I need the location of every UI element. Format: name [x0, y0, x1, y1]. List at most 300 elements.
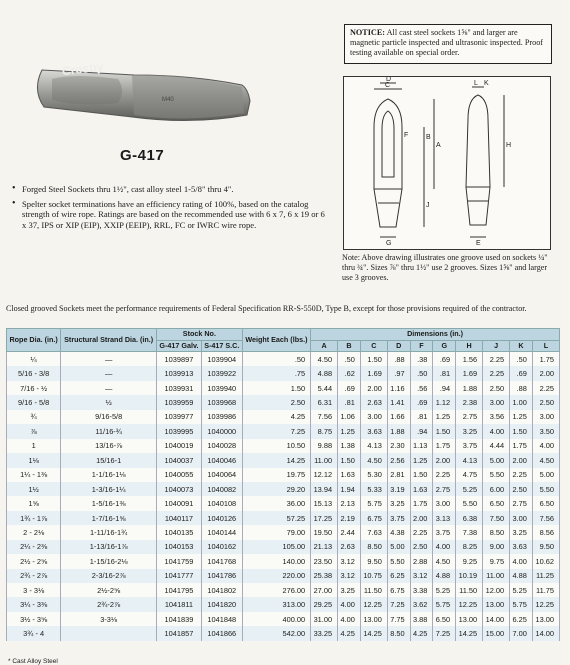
table-cell: 4.00 — [433, 540, 456, 554]
table-cell: 2.25 — [483, 352, 510, 367]
table-cell: 4.88 — [510, 569, 533, 583]
table-cell: 6.38 — [456, 511, 483, 525]
table-cell: 2.25 — [510, 468, 533, 482]
table-cell: 1.13 — [410, 439, 433, 453]
table-cell: 1.63 — [338, 468, 361, 482]
table-cell: 3.50 — [532, 424, 559, 438]
table-cell: 17.25 — [311, 511, 338, 525]
table-cell: 6.50 — [433, 612, 456, 626]
table-row — [7, 395, 560, 409]
table-cell: 6.31 — [311, 395, 338, 409]
table-cell: 4.50 — [311, 352, 338, 367]
table-cell: 1041820 — [201, 597, 242, 611]
table-cell: 21.13 — [311, 540, 338, 554]
table-cell: 1041759 — [157, 554, 202, 568]
table-cell: 1040108 — [201, 496, 242, 510]
dim-label-a: A — [436, 142, 441, 149]
table-cell: 36.00 — [242, 496, 310, 510]
svg-text:M40: M40 — [162, 97, 174, 103]
table-cell: 7.38 — [456, 525, 483, 539]
table-cell: 2¼ - 2⅜ — [7, 540, 61, 554]
header-dim-c: C — [360, 340, 387, 352]
table-cell: 1039986 — [201, 410, 242, 424]
table-cell: 1040000 — [201, 424, 242, 438]
table-row — [7, 626, 560, 640]
table-cell: 13.00 — [483, 597, 510, 611]
table-cell: 5.25 — [433, 583, 456, 597]
header-galv: G-417 Galv. — [157, 340, 202, 352]
table-row — [7, 597, 560, 611]
table-cell: 1041777 — [157, 569, 202, 583]
table-cell: 1.06 — [338, 410, 361, 424]
header-dim-j: J — [483, 340, 510, 352]
table-cell: 6.50 — [483, 496, 510, 510]
table-cell: 5.75 — [360, 496, 387, 510]
header-dim-h: H — [456, 340, 483, 352]
table-cell: 1041811 — [157, 597, 202, 611]
table-cell: 19.75 — [242, 468, 310, 482]
table-cell: 14.25 — [456, 626, 483, 640]
table-cell: 2.75 — [433, 482, 456, 496]
table-cell: .62 — [338, 366, 361, 380]
table-cell: 6.25 — [387, 569, 410, 583]
table-cell: 5.50 — [532, 482, 559, 496]
header-dim-a: A — [311, 340, 338, 352]
table-cell: 33.25 — [311, 626, 338, 640]
table-row — [7, 439, 560, 453]
footnote: * Cast Alloy Steel — [8, 658, 58, 665]
table-cell: 8.50 — [360, 540, 387, 554]
table-row — [7, 482, 560, 496]
table-cell: 31.00 — [311, 612, 338, 626]
table-cell: 1.50 — [433, 424, 456, 438]
drawing-note: Note: Above drawing illustrates one groove used on sockets ¼" thru ¾". Sizes ⅞" thru 1½" use 2 grooves. Sizes 1⅝" and larger use 3 grooves. — [342, 253, 548, 282]
table-cell: 2.30 — [387, 439, 410, 453]
table-cell: 3.00 — [483, 395, 510, 409]
table-cell: 2.63 — [360, 395, 387, 409]
table-cell: 3.19 — [387, 482, 410, 496]
table-cell: 1.50 — [360, 352, 387, 367]
table-cell: 1¼ - 1⅜ — [7, 468, 61, 482]
table-cell: 3.63 — [510, 540, 533, 554]
table-cell: 313.00 — [242, 597, 310, 611]
table-cell: 2.00 — [510, 453, 533, 467]
table-cell: 5.30 — [360, 468, 387, 482]
table-cell: 7.00 — [510, 626, 533, 640]
table-cell: 2.56 — [387, 453, 410, 467]
table-cell: 1-11/16-1¾ — [61, 525, 157, 539]
table-cell: 27.00 — [311, 583, 338, 597]
table-cell: 3.75 — [433, 525, 456, 539]
table-cell: 1.50 — [242, 381, 310, 395]
table-cell: 4.75 — [456, 468, 483, 482]
table-cell: 2¾-2⅞ — [61, 597, 157, 611]
table-cell: 3.75 — [456, 439, 483, 453]
table-cell: 5.50 — [387, 554, 410, 568]
dim-label-c: C — [385, 82, 391, 89]
header-weight: Weight Each (lbs.) — [242, 329, 310, 352]
table-cell: 3.00 — [360, 410, 387, 424]
table-cell: 1040037 — [157, 453, 202, 467]
table-cell: 1.25 — [338, 424, 361, 438]
table-cell: 4.13 — [456, 453, 483, 467]
table-cell: 8.50 — [387, 626, 410, 640]
table-cell: 3.25 — [510, 525, 533, 539]
table-cell: 2 - 2⅛ — [7, 525, 61, 539]
header-sc: S-417 S.C. — [201, 340, 242, 352]
table-cell: 4.38 — [387, 525, 410, 539]
table-cell: 1041848 — [201, 612, 242, 626]
table-cell: 3.12 — [338, 554, 361, 568]
table-cell: 9.50 — [532, 540, 559, 554]
table-cell: 6.75 — [387, 583, 410, 597]
table-cell: 1039977 — [157, 410, 202, 424]
table-cell: 4.88 — [311, 366, 338, 380]
table-cell: 11/16-¾ — [61, 424, 157, 438]
table-cell: 1041857 — [157, 626, 202, 640]
table-cell: ⅞ — [7, 424, 61, 438]
table-cell: 4.00 — [510, 554, 533, 568]
table-row — [7, 468, 560, 482]
table-cell: 5.75 — [433, 597, 456, 611]
table-cell: 10.62 — [532, 554, 559, 568]
table-cell: .69 — [510, 366, 533, 380]
table-cell: ¾ — [7, 410, 61, 424]
dim-label-f: F — [404, 132, 409, 139]
table-cell: 3.25 — [456, 424, 483, 438]
table-cell: 4.50 — [532, 453, 559, 467]
table-cell: 5.75 — [510, 597, 533, 611]
table-row — [7, 569, 560, 583]
table-cell: 2.25 — [532, 381, 559, 395]
table-cell: 2.00 — [532, 366, 559, 380]
table-cell: 1-7/16-1⅝ — [61, 511, 157, 525]
table-cell: 13.00 — [532, 612, 559, 626]
table-cell: 2½ - 2⅝ — [7, 554, 61, 568]
table-cell: .81 — [338, 395, 361, 409]
table-cell: 7/16 - ½ — [7, 381, 61, 395]
table-cell: 2.25 — [410, 525, 433, 539]
header-dim-g: G — [433, 340, 456, 352]
table-cell: 11.50 — [360, 583, 387, 597]
table-cell: 1039931 — [157, 381, 202, 395]
table-cell: 1040153 — [157, 540, 202, 554]
table-cell: 9.88 — [311, 439, 338, 453]
notice-text: All cast steel sockets 1⅝" and larger are magnetic particle inspected and ultrasonic inspected. Proof testing available on special order. — [350, 28, 544, 57]
federal-spec-note: Closed grooved Sockets meet the performance requirements of Federal Specification RR-S-550D, Type B, except for those provisions required of the contractor. — [6, 304, 527, 313]
table-cell: 4.00 — [338, 612, 361, 626]
table-cell: 4.00 — [338, 597, 361, 611]
table-cell: .69 — [433, 352, 456, 367]
table-cell: 1039959 — [157, 395, 202, 409]
table-cell: 1.75 — [410, 496, 433, 510]
table-cell: 6.50 — [532, 496, 559, 510]
table-cell: 1.69 — [456, 366, 483, 380]
bullet-1: • Forged Steel Sockets thru 1½", cast alloy steel 1-5/8" thru 4". — [10, 184, 330, 195]
table-row — [7, 366, 560, 380]
table-cell: 2.50 — [483, 381, 510, 395]
table-cell: 2.00 — [410, 511, 433, 525]
table-row — [7, 453, 560, 467]
feature-bullets — [10, 184, 330, 234]
table-cell: 2¾ - 2⅞ — [7, 569, 61, 583]
table-cell: 10.19 — [456, 569, 483, 583]
table-cell: 57.25 — [242, 511, 310, 525]
table-cell: 8.50 — [483, 525, 510, 539]
table-cell: 12.25 — [456, 597, 483, 611]
table-row — [7, 540, 560, 554]
table-cell: 1040126 — [201, 511, 242, 525]
header-dim-b: B — [338, 340, 361, 352]
table-cell: 1.75 — [433, 439, 456, 453]
table-cell: 276.00 — [242, 583, 310, 597]
dim-label-b: B — [426, 134, 431, 141]
table-cell: 2.44 — [338, 525, 361, 539]
table-cell: 542.00 — [242, 626, 310, 640]
table-cell: 9.75 — [483, 554, 510, 568]
table-cell: 13/16-⅞ — [61, 439, 157, 453]
table-cell: 1-5/16-1⅜ — [61, 496, 157, 510]
table-cell: .50 — [338, 352, 361, 367]
table-cell: .88 — [387, 352, 410, 367]
model-title: G-417 — [120, 147, 165, 164]
spec-table-body — [7, 352, 560, 641]
table-cell: .94 — [433, 381, 456, 395]
table-cell: 4.25 — [338, 626, 361, 640]
table-cell: 1040073 — [157, 482, 202, 496]
table-cell: 14.25 — [242, 453, 310, 467]
table-cell: 2.50 — [242, 395, 310, 409]
table-cell: 2.00 — [433, 453, 456, 467]
dimension-drawing — [343, 76, 551, 250]
table-cell: 2.25 — [433, 468, 456, 482]
table-cell: 1.50 — [410, 468, 433, 482]
header-stock-no: Stock No. — [157, 329, 243, 341]
table-cell: 1.25 — [410, 453, 433, 467]
table-cell: ¼ — [7, 352, 61, 367]
table-cell: 9/16 - 5/8 — [7, 395, 61, 409]
table-cell: 1040055 — [157, 468, 202, 482]
table-cell: 12.12 — [311, 468, 338, 482]
table-cell: 3.38 — [410, 583, 433, 597]
table-cell: 1041839 — [157, 612, 202, 626]
table-cell: 1040144 — [201, 525, 242, 539]
table-cell: 220.00 — [242, 569, 310, 583]
table-cell: 1¾ - 1⅞ — [7, 511, 61, 525]
table-cell: 11.50 — [456, 583, 483, 597]
table-cell: 1041768 — [201, 554, 242, 568]
table-cell: 1041866 — [201, 626, 242, 640]
table-cell: 1.25 — [433, 410, 456, 424]
table-cell: 3.63 — [360, 424, 387, 438]
table-cell: 1041786 — [201, 569, 242, 583]
table-cell: .88 — [510, 381, 533, 395]
table-cell: 1-15/16-2⅛ — [61, 554, 157, 568]
table-cell: 5.44 — [311, 381, 338, 395]
dim-label-g: G — [386, 240, 392, 247]
table-cell: 3¾ - 4 — [7, 626, 61, 640]
table-cell: 3.00 — [433, 496, 456, 510]
table-cell: 140.00 — [242, 554, 310, 568]
table-cell: 1.00 — [510, 395, 533, 409]
table-cell: 1041802 — [201, 583, 242, 597]
table-cell: 5.00 — [532, 468, 559, 482]
table-cell: .38 — [410, 352, 433, 367]
table-cell: 1.56 — [456, 352, 483, 367]
table-cell: 14.00 — [483, 612, 510, 626]
table-cell: 8.56 — [532, 525, 559, 539]
table-cell: 3¼ - 3⅜ — [7, 597, 61, 611]
table-cell: 1.63 — [410, 482, 433, 496]
table-cell: 7.63 — [360, 525, 387, 539]
table-cell: 3.88 — [410, 612, 433, 626]
table-cell: 1041795 — [157, 583, 202, 597]
table-cell: .50 — [242, 352, 310, 367]
table-cell: 1039913 — [157, 366, 202, 380]
table-cell: 5.50 — [483, 468, 510, 482]
table-cell: 8.25 — [456, 540, 483, 554]
header-rope: Rope Dia. (in.) — [7, 329, 61, 352]
table-cell: 4.25 — [242, 410, 310, 424]
notice-box — [344, 24, 552, 64]
table-cell: 1040135 — [157, 525, 202, 539]
table-cell: 1.66 — [387, 410, 410, 424]
table-cell: 9.00 — [483, 540, 510, 554]
table-cell: 3½ - 3⅝ — [7, 612, 61, 626]
table-cell: 1.50 — [510, 424, 533, 438]
table-cell: 1.94 — [338, 482, 361, 496]
table-row — [7, 381, 560, 395]
table-cell: 1040082 — [201, 482, 242, 496]
table-cell: 8.75 — [311, 424, 338, 438]
table-cell: 7.75 — [387, 612, 410, 626]
table-cell: 5.25 — [510, 583, 533, 597]
table-cell: 1-13/16-1⅞ — [61, 540, 157, 554]
table-cell: 3-3⅛ — [61, 612, 157, 626]
table-cell: 1⅛ — [7, 453, 61, 467]
table-cell: 1039897 — [157, 352, 202, 367]
table-cell: 3.12 — [338, 569, 361, 583]
table-cell: 11.00 — [311, 453, 338, 467]
table-cell: 23.50 — [311, 554, 338, 568]
table-cell: 29.20 — [242, 482, 310, 496]
table-cell: .81 — [433, 366, 456, 380]
table-cell: ½ — [61, 395, 157, 409]
socket-spec-table — [6, 328, 560, 641]
table-row — [7, 424, 560, 438]
table-cell: 6.25 — [510, 612, 533, 626]
table-cell: 1⅝ — [7, 496, 61, 510]
table-cell: 400.00 — [242, 612, 310, 626]
dim-label-e: E — [476, 240, 481, 247]
table-cell: 1040064 — [201, 468, 242, 482]
table-cell: 15.00 — [483, 626, 510, 640]
table-cell: 105.00 — [242, 540, 310, 554]
table-cell: .50 — [510, 352, 533, 367]
table-cell: 19.50 — [311, 525, 338, 539]
table-cell: 1½ — [7, 482, 61, 496]
table-cell: 7.25 — [387, 597, 410, 611]
table-cell: .69 — [410, 395, 433, 409]
table-cell: 4.13 — [360, 439, 387, 453]
header-dim-l: L — [532, 340, 559, 352]
table-cell: 1039995 — [157, 424, 202, 438]
table-row — [7, 554, 560, 568]
table-cell: 14.00 — [532, 626, 559, 640]
table-cell: 5.00 — [483, 453, 510, 467]
table-cell: — — [61, 381, 157, 395]
table-cell: 2.63 — [338, 540, 361, 554]
table-cell: 2.19 — [338, 511, 361, 525]
table-cell: .56 — [410, 381, 433, 395]
table-cell: 3.12 — [410, 569, 433, 583]
table-cell: 2.00 — [360, 381, 387, 395]
table-cell: 1040019 — [157, 439, 202, 453]
table-row — [7, 583, 560, 597]
table-cell: 5.25 — [456, 482, 483, 496]
dim-label-k: K — [484, 80, 489, 87]
table-cell: 3.75 — [387, 511, 410, 525]
table-cell: 15.13 — [311, 496, 338, 510]
table-cell: 1.88 — [456, 381, 483, 395]
table-cell: 7.50 — [483, 511, 510, 525]
table-cell: 25.38 — [311, 569, 338, 583]
table-cell — [61, 626, 157, 640]
table-cell: 4.44 — [483, 439, 510, 453]
table-cell: 9.25 — [456, 554, 483, 568]
table-cell: 2-3/16-2⅞ — [61, 569, 157, 583]
table-cell: 1.50 — [338, 453, 361, 467]
table-cell: 2.81 — [387, 468, 410, 482]
table-cell: 7.25 — [242, 424, 310, 438]
table-cell: 4.88 — [433, 569, 456, 583]
table-cell: 2.75 — [456, 410, 483, 424]
table-cell: 15/16-1 — [61, 453, 157, 467]
table-cell: 12.00 — [483, 583, 510, 597]
notice-label: NOTICE: — [350, 28, 386, 37]
table-cell: 4.50 — [360, 453, 387, 467]
table-cell: 11.25 — [532, 569, 559, 583]
socket-photo — [22, 45, 252, 140]
table-row — [7, 410, 560, 424]
table-cell: 14.25 — [360, 626, 387, 640]
table-cell: 1.25 — [510, 410, 533, 424]
header-dim-k: K — [510, 340, 533, 352]
table-cell: 1.75 — [510, 439, 533, 453]
table-cell: 12.25 — [360, 597, 387, 611]
table-cell: 1040117 — [157, 511, 202, 525]
table-cell: 4.25 — [410, 626, 433, 640]
table-cell: 1.38 — [338, 439, 361, 453]
table-cell: 5.00 — [387, 540, 410, 554]
table-cell: 3.62 — [410, 597, 433, 611]
table-cell: 5.50 — [456, 496, 483, 510]
table-cell: 3.56 — [483, 410, 510, 424]
table-cell: 9.50 — [360, 554, 387, 568]
table-cell: 7.56 — [532, 511, 559, 525]
table-cell: 1039968 — [201, 395, 242, 409]
table-cell: 1040091 — [157, 496, 202, 510]
table-cell: 1039922 — [201, 366, 242, 380]
table-cell: 2.50 — [510, 482, 533, 496]
table-cell: 29.25 — [311, 597, 338, 611]
table-row — [7, 525, 560, 539]
table-cell: 4.50 — [433, 554, 456, 568]
table-cell: 4.00 — [483, 424, 510, 438]
table-cell: 13.94 — [311, 482, 338, 496]
table-cell: 13.00 — [456, 612, 483, 626]
table-cell: 3.25 — [387, 496, 410, 510]
